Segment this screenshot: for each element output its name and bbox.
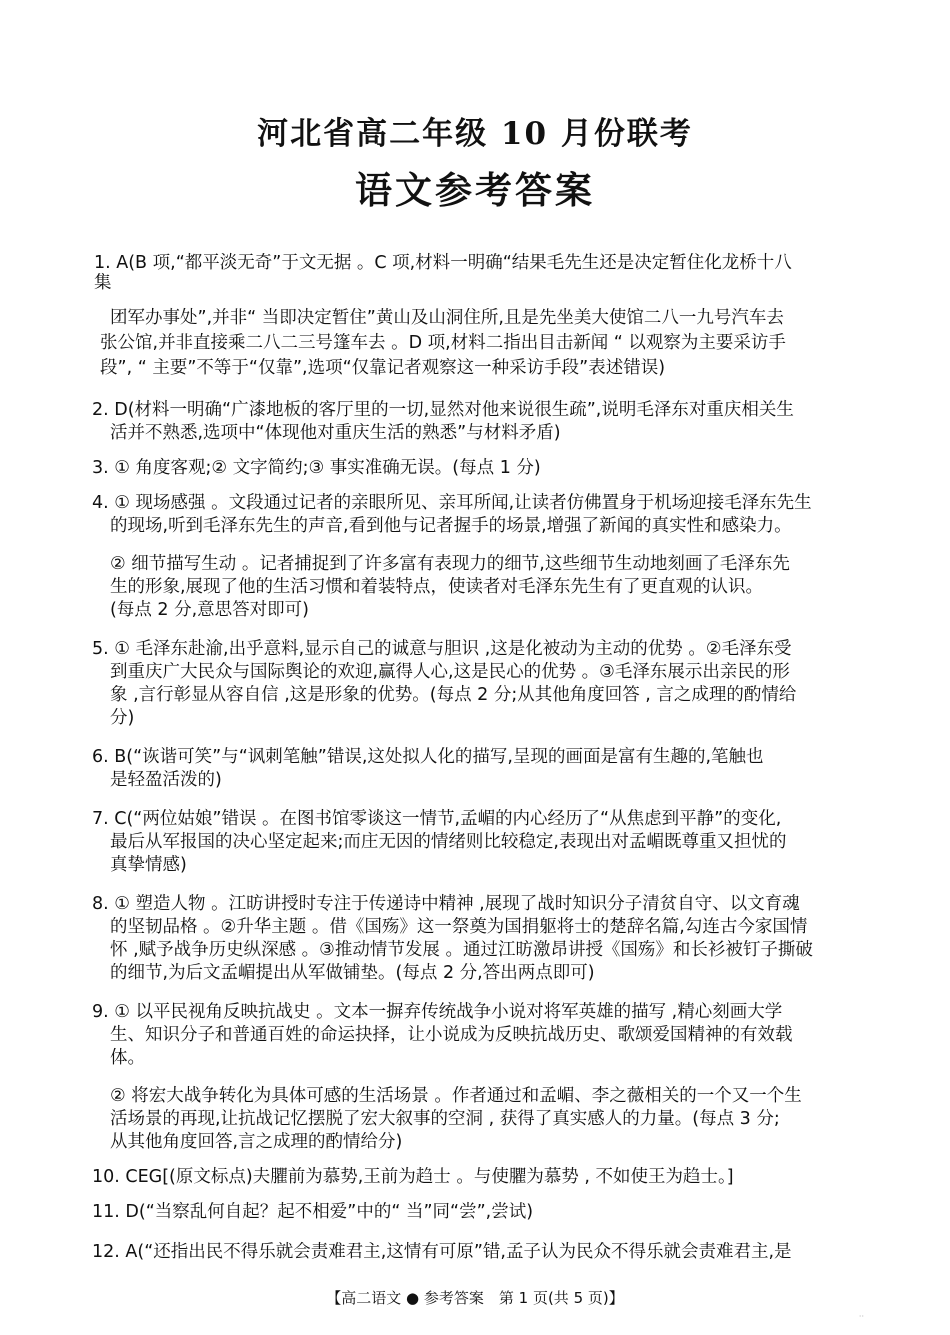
answer-line: 活并不熟悉,选项中“体现他对重庆生活的熟悉”与材料矛盾) [110,423,561,443]
answer-line: 8. ① 塑造人物 。江昉讲授时专注于传递诗中精神 ,展现了战时知识分子清贫自守、以文育魂 [92,894,800,914]
corner-mark: ·· [858,1312,864,1321]
answer-line: 生的形象,展现了他的生活习惯和着装特点，使读者对毛泽东先生有了更直观的认识。 [110,577,764,597]
answer-line: 分) [110,708,135,728]
document-title: 河北省高二年级 10 月份联考 [257,116,693,152]
answer-line: 2. D(材料一明确“广漆地板的客厅里的一切,显然对他来说很生疏”,说明毛泽东对重庆相关生 [92,400,794,420]
answer-line: 11. D(“当察乱何自起？起不相爱”中的“ 当”同“尝”,尝试) [92,1202,534,1222]
answer-line: 从其他角度回答,言之成理的酌情给分) [110,1132,403,1152]
answer-line: 团军办事处”,并非“ 当即决定暂住”黄山及山洞住所,且是先坐美大使馆二八一九号汽车去 [110,308,784,328]
answer-line: 10. CEG[(原文标点)夫臞前为慕势,王前为趋士 。与使臞为慕势 , 不如使王为趋士。] [92,1167,734,1187]
answer-line: 最后从军报国的决心坚定起来;而庄无因的情绪则比较稳定,表现出对孟嵋既尊重又担忧的 [110,832,787,852]
answer-line: 1. A(B 项,“都平淡无奇”于文无据 。C 项,材料一明确“结果毛先生还是决定暂住化龙桥十八 [94,253,792,273]
answer-line: 到重庆广大民众与国际舆论的欢迎,赢得人心,这是民心的优势 。③毛泽东展示出亲民的形 [110,662,790,682]
page-footer: 【高二语文 ● 参考答案 第 1 页(共 5 页)】 [326,1289,624,1307]
answer-line: 活场景的再现,让抗战记忆摆脱了宏大叙事的空洞 , 获得了真实感人的力量。(每点 3 分; [110,1109,780,1129]
answer-line: 3. ① 角度客观;② 文字简约;③ 事实准确无误。(每点 1 分) [92,458,541,478]
answer-line: 的现场,听到毛泽东先生的声音,看到他与记者握手的场景,增强了新闻的真实性和感染力。 [110,516,792,536]
answer-line: 5. ① 毛泽东赴渝,出乎意料,显示自己的诚意与胆识 ,这是化被动为主动的优势 。②毛泽东受 [92,639,792,659]
answer-line: 的坚韧品格 。②升华主题 。借《国殇》这一祭奠为国捐躯将士的楚辞名篇,勾连古今家国情 [110,917,808,937]
answer-line: 段”, “ 主要”不等于“仅靠”,选项“仅靠记者观察这一种采访手段”表述错误) [100,358,666,378]
answer-line: 4. ① 现场感强 。文段通过记者的亲眼所见、亲耳所闻,让读者仿佛置身于机场迎接毛泽东先生 [92,493,812,513]
answer-line: (每点 2 分,意思答对即可) [110,600,309,620]
answer-line: 张公馆,并非直接乘二八二三号篷车去 。D 项,材料二指出目击新闻 “ 以观察为主要采访手 [100,333,786,353]
answer-line: 生、知识分子和普通百姓的命运抉择，让小说成为反映抗战历史、歌颂爱国精神的有效载 [110,1025,793,1045]
answer-line: 12. A(“还指出民不得乐就会责难君主,这情有可原”错,孟子认为民众不得乐就会责难君主,是 [92,1242,792,1262]
answer-line: ② 细节描写生动 。记者捕捉到了许多富有表现力的细节,这些细节生动地刻画了毛泽东先 [110,554,790,574]
answer-line: 6. B(“诙谐可笑”与“讽刺笔触”错误,这处拟人化的描写,呈现的画面是富有生趣的,笔触也 [92,747,764,767]
answer-line: ② 将宏大战争转化为具体可感的生活场景 。作者通过和孟嵋、李之薇相关的一个又一个生 [110,1086,802,1106]
answer-line: 的细节,为后文孟嵋提出从军做铺垫。(每点 2 分,答出两点即可) [110,963,595,983]
answer-line: 9. ① 以平民视角反映抗战史 。文本一摒弃传统战争小说对将军英雄的描写 ,精心刻画大学 [92,1002,783,1022]
answer-line: 真挚情感) [110,855,187,875]
answer-line: 象 ,言行彰显从容自信 ,这是形象的优势。(每点 2 分;从其他角度回答 , 言之成理的酌情给 [110,685,797,705]
answer-line: 是轻盈活泼的) [110,770,222,790]
answer-line: 体。 [110,1048,145,1068]
answer-line: 怀 ,赋予战争历史纵深感 。③推动情节发展 。通过江昉激昂讲授《国殇》和长衫被钉子撕破 [110,940,813,960]
document-subtitle: 语文参考答案 [355,168,595,212]
answer-line: 集 [94,273,112,293]
answer-line: 7. C(“两位姑娘”错误 。在图书馆零谈这一情节,孟嵋的内心经历了“从焦虑到平静”的变化, [92,809,782,829]
